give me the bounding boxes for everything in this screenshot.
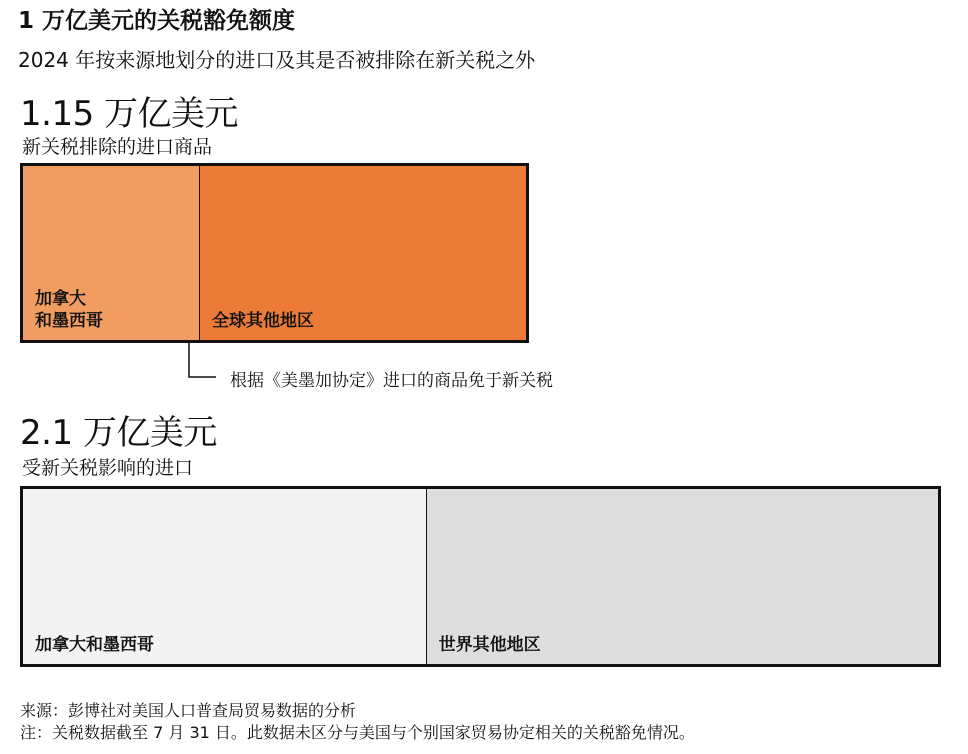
excluded-segment-1 bbox=[23, 166, 199, 340]
excluded-segment-2 bbox=[199, 166, 526, 340]
segment-label: 世界其他地区 bbox=[438, 635, 541, 655]
affected-total-label: 2.1 万亿美元 bbox=[20, 413, 217, 453]
annotation-connector bbox=[180, 343, 220, 383]
chart-title: 1 万亿美元的关税豁免额度 bbox=[18, 8, 296, 34]
excluded-total-label: 1.15 万亿美元 bbox=[20, 94, 239, 134]
chart-subtitle: 2024 年按来源地划分的进口及其是否被排除在新关税之外 bbox=[18, 48, 536, 72]
affected-segment-2 bbox=[426, 489, 938, 664]
affected-imports-bar bbox=[20, 486, 941, 667]
segment-label: 加拿大和墨西哥 bbox=[35, 635, 154, 655]
excluded-caption: 新关税排除的进口商品 bbox=[22, 136, 213, 158]
usmca-annotation: 根据《美墨加协定》进口的商品免于新关税 bbox=[230, 371, 553, 391]
footnote: 注：关税数据截至 7 月 31 日。此数据未区分与美国与个别国家贸易协定相关的关税豁免情况。 bbox=[20, 723, 695, 742]
affected-caption: 受新关税影响的进口 bbox=[22, 457, 194, 479]
affected-segment-1 bbox=[23, 489, 426, 664]
segment-label: 加拿大 和墨西哥 bbox=[35, 289, 103, 331]
source-note: 来源：彭博社对美国人口普查局贸易数据的分析 bbox=[20, 701, 357, 720]
excluded-imports-bar bbox=[20, 163, 529, 343]
segment-label: 全球其他地区 bbox=[212, 311, 315, 331]
